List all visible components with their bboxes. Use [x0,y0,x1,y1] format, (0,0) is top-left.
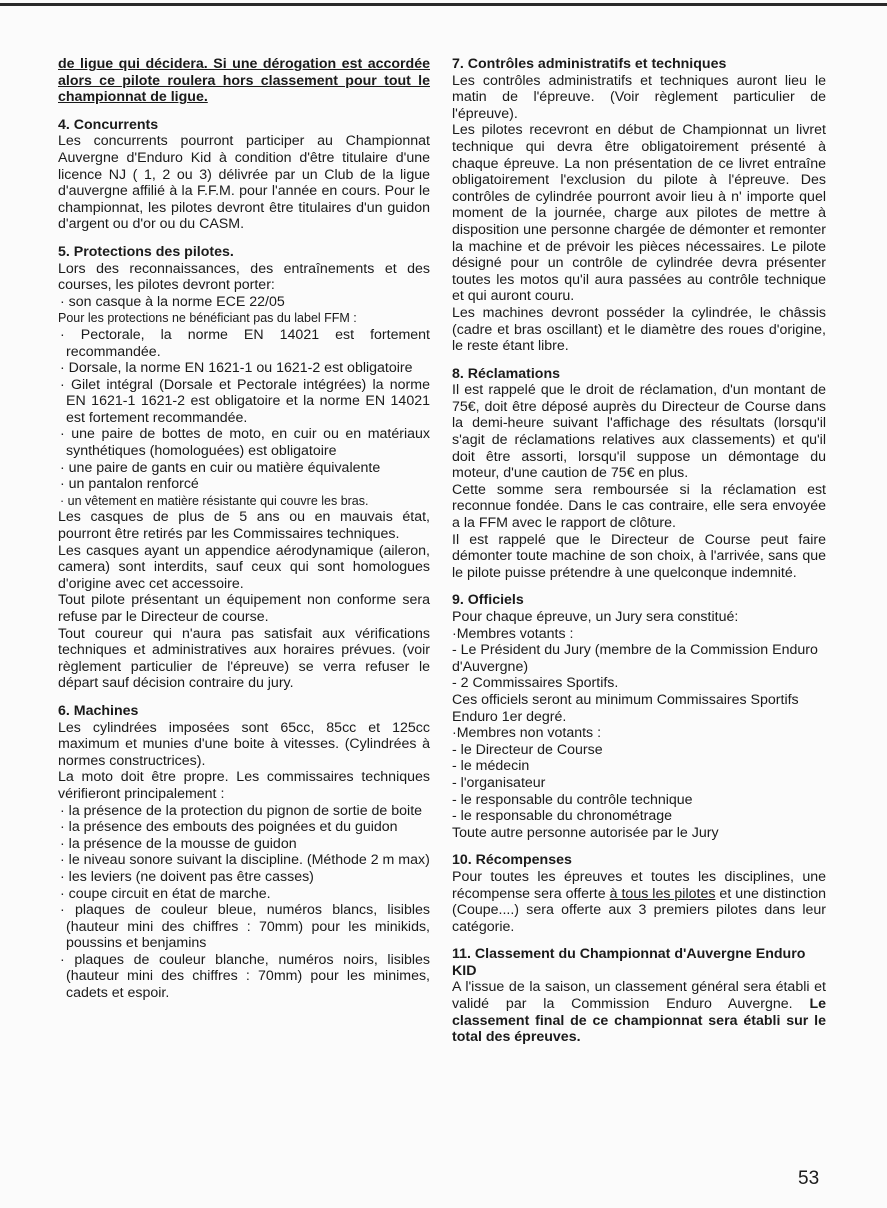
section-6-text: La moto doit être propre. Les commissaires techniques vérifieront principalement : [58,769,430,802]
list-item: · son casque à la norme ECE 22/05 [60,293,285,310]
list-item: · le niveau sonore suivant la discipline. (Méthode 2 m max) [60,852,430,869]
section-10-text [452,869,826,935]
section-9-title: 9. Officiels [452,592,524,609]
section-6-text: Les cylindrées imposées sont 65cc, 85cc et 125cc maximum et munies d'une boite à vitesses. (Cylindrées à normes constructrices). [58,719,430,769]
section-5-text: Les casques ayant un appendice aérodynamique (aileron, camera) sont interdits, sauf ceux qui sont homologues d'origine avec cet accessoire. [58,542,430,592]
list-item: · plaques de couleur bleue, numéros blancs, lisibles (hauteur mini des chiffres : 70mm) pour les minikids, poussins et benjamins [60,902,430,952]
section-9-line: ·Membres non votants : [452,725,602,742]
list-item: · une paire de bottes de moto, en cuir ou en matériaux synthétiques (homologuées) est obligatoire [60,426,430,460]
section-8-text: Il est rappelé que le droit de réclamation, d'un montant de 75€, doit être déposé auprès du Directeur de Course dans la demi-heure suivant l'affichage des résultats (lorsqu'il s'agit de réclamations relatives aux classements) et qu'il doit être assorti, lorsqu'il suppose un démontage du moteur, d'une caution de 75€ en plus. [452,382,826,482]
section-9-line: - Le Président du Jury (membre de la Commission Enduro d'Auvergne) [452,642,818,675]
section-5-text: Pour les protections ne bénéficiant pas du label FFM : [58,311,357,326]
section-10-text-a: Pour toutes les épreuves et toutes les disciplines, une récompense sera offerte [452,868,826,902]
section-8-title: 8. Réclamations [452,365,561,382]
section-9-line: - le médecin [452,758,530,775]
section-9-line: - le responsable du chronométrage [452,808,673,825]
list-item: · Dorsale, la norme EN 1621-1 ou 1621-2 est obligatoire [60,360,413,377]
list-item: · la présence de la mousse de guidon [60,835,297,852]
list-item: · la présence de la protection du pignon de sortie de boite [60,802,423,819]
list-item: · la présence des embouts des poignées et du guidon [60,819,398,836]
section-10-text-b: et une distinction (Coupe....) sera offerte aux 3 premiers pilotes dans leur catégorie. [452,885,826,935]
section-5-text: Tout coureur qui n'aura pas satisfait aux vérifications techniques et administratives aux horaires prévues. (voir règlement particulier de l'épreuve) se verra refuser le départ sauf décision contraire du jury. [58,625,430,692]
list-item: · les leviers (ne doivent pas être casses) [60,868,314,885]
section-6-title: 6. Machines [58,702,139,719]
section-4-text: Les concurrents pourront participer au Championnat Auvergne d'Enduro Kid à condition d'être titulaire d'une licence NJ ( 1, 2 ou 3) délivrée par un Club de la ligue d'auvergne affilié à la F.F.M. pour l'année en cours. Pour le championnat, les pilotes devront être titulaires d'un guidon d'argent ou d'or ou du CASM. [58,133,430,233]
section-10-underlined: à tous les pilotes [609,885,716,902]
section-5-text: Tout pilote présentant un équipement non conforme sera refuse par le Directeur de course. [58,592,430,625]
section-7-text: Les pilotes recevront en début de Championnat un livret technique qui devra être obligatoirement présenté à chaque épreuve. La non présentation de ce livret entraîne obligatoirement l'exclusion du pilote à l'épreuve. Des contrôles de cylindrée pourront avoir lieu à n' importe quel moment de la journée, charge aux pilotes de mettre à disposition une personne chargée de démonter et remonter la machine et de prévoir les pièces nécessaires. Le pilote désigné pour un contrôle de cylindrée devra présenter toutes les motos qu'il aura passées au contrôle technique et qui auront couru. [452,122,826,305]
section-7-title: 7. Contrôles administratifs et techniques [452,56,727,72]
list-item: · une paire de gants en cuir ou matière équivalente [60,459,381,476]
section-9-line: - 2 Commissaires Sportifs. [452,675,619,692]
right-column [452,56,826,1046]
section-10-title: 10. Récompenses [452,852,572,869]
list-item: · coupe circuit en état de marche. [60,885,271,902]
list-item: · Pectorale, la norme EN 14021 est fortement recommandée. [60,326,430,360]
section-9-line: - le Directeur de Course [452,741,603,758]
list-item: · Gilet intégral (Dorsale et Pectorale intégrées) la norme EN 1621-1 1621-2 est obligatoire et la norme EN 14021 est fortement recommandée. [60,376,430,426]
section-4-title: 4. Concurrents [58,116,159,133]
section-9-line: Ces officiels seront au minimum Commissaires Sportifs Enduro 1er degré. [452,691,799,725]
list-item: · plaques de couleur blanche, numéros noirs, lisibles (hauteur mini des chiffres : 70mm) pour les minimes, cadets et espoir. [60,951,430,1002]
section-9-line: Toute autre personne autorisée par le Jury [452,824,719,841]
section-11-text [452,979,826,1045]
section-9-line: - le responsable du contrôle technique [452,791,693,808]
list-item: · un pantalon renforcé [60,476,199,493]
section-5-title: 5. Protections des pilotes. [58,243,234,260]
section-9-line: ·Membres votants : [452,625,574,642]
section-7-text: Les machines devront posséder la cylindrée, le châssis (cadre et bras oscillant) et le diamètre des roues d'origine, le reste étant libre. [452,304,826,355]
section-8-text: Cette somme sera remboursée si la réclamation est reconnue fondée. Dans le cas contraire, elle sera envoyée a la FFM avec le rapport de clôture. [452,481,826,532]
section-9-line: Pour chaque épreuve, un Jury sera constitué: [452,609,739,625]
list-item: · un vêtement en matière résistante qui couvre les bras. [60,493,369,508]
section-8-text: Il est rappelé que le Directeur de Course peut faire démonter toute machine de son choix, à l'arrivée, sans que le pilote puisse prétendre à une quelconque indemnité. [452,531,826,581]
section-11-text-a: A l'issue de la saison, un classement général sera établi et validé par la Commission Enduro Auvergne. [452,979,826,1013]
section-9-line: - l'organisateur [452,774,546,791]
section-5-text: Lors des reconnaissances, des entraînements et des courses, les pilotes devront porter: [58,260,430,294]
section-7-text: Les contrôles administratifs et techniques auront lieu le matin de l'épreuve. (Voir règlement particulier de l'épreuve). [452,72,826,122]
page-number: 53 [798,1168,820,1189]
section-5-text: Les casques de plus de 5 ans ou en mauvais état, pourront être retirés par les Commissaires techniques. [58,509,430,543]
section-11-title: 11. Classement du Championnat d'Auvergne Enduro KID [452,946,806,979]
intro-paragraph: de ligue qui décidera. Si une dérogation est accordée alors ce pilote roulera hors classement pour tout le championnat de ligue. [58,56,430,106]
section-11-text-bold: Le classement final de ce championnat sera établi sur le total des épreuves. [452,996,826,1046]
left-column [58,56,430,1002]
top-rule [0,3,887,6]
